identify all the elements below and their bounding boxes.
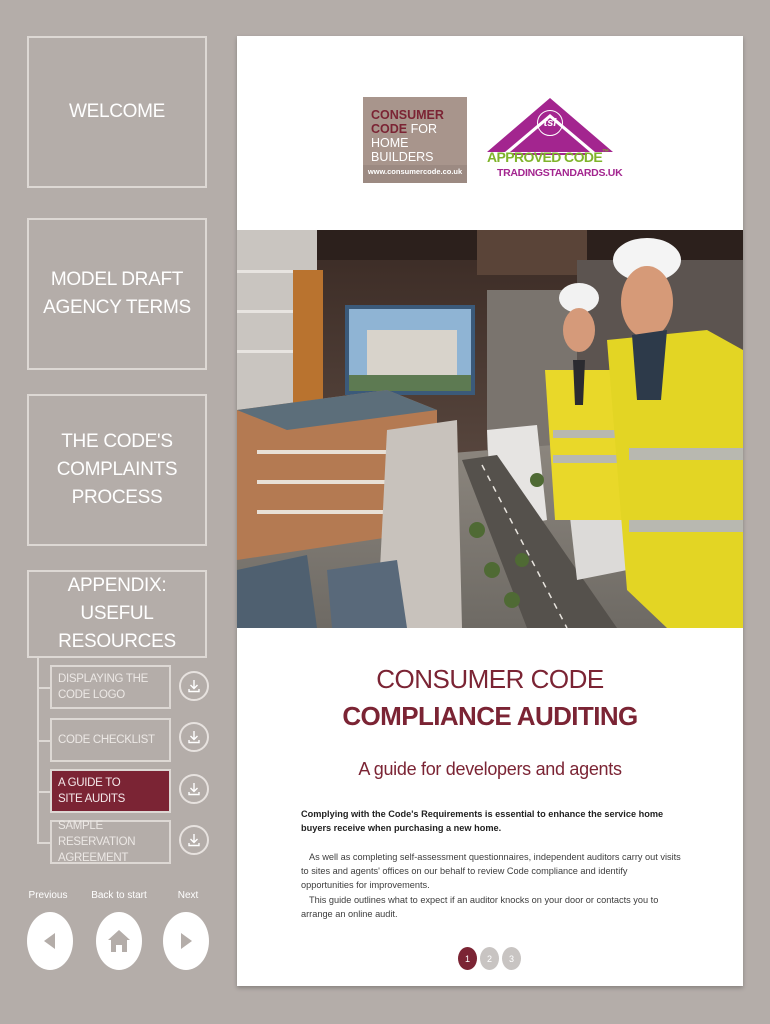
download-icon[interactable] <box>179 825 209 855</box>
tradingstandards-text: TRADINGSTANDARDS.UK <box>497 167 623 179</box>
subnav-sample-reservation-agreement[interactable]: SAMPLE RESERVATION AGREEMENT <box>50 820 171 864</box>
previous-button[interactable] <box>27 912 73 970</box>
site-model-photo <box>237 230 743 628</box>
subnav-code-checklist[interactable]: CODE CHECKLIST <box>50 718 171 762</box>
cchb-line3: HOME BUILDERS <box>371 136 434 164</box>
tree-connector <box>37 842 50 844</box>
nav-model-draft-agency-terms[interactable]: MODEL DRAFT AGENCY TERMS <box>27 218 207 370</box>
document-subtitle: A guide for developers and agents <box>358 759 622 779</box>
next-label: Next <box>177 890 199 901</box>
tsi-mark: tsi <box>537 110 563 136</box>
download-icon[interactable] <box>179 722 209 752</box>
download-arrow-icon <box>186 729 202 745</box>
previous-label: Previous <box>28 890 68 901</box>
document-page <box>237 36 743 986</box>
nav-complaints-process[interactable]: THE CODE'S COMPLAINTS PROCESS <box>27 394 207 546</box>
cchb-url: www.consumercode.co.uk <box>367 167 463 176</box>
page-dot-3[interactable]: 3 <box>502 947 521 970</box>
cchb-line2: CODE FOR <box>371 122 437 136</box>
arrow-right-icon <box>176 931 196 951</box>
document-title-line2: COMPLIANCE AUDITING <box>342 701 638 731</box>
body-paragraph-1: As well as completing self-assessment questionnaires, independent auditors carry out visits to sites and agents' offices on our behalf to review Code compliance and identify opportunities for improvements. <box>301 852 681 890</box>
nav-appendix-useful-resources[interactable]: APPENDIX: USEFUL RESOURCES <box>27 570 207 658</box>
consumer-code-logo <box>363 97 467 183</box>
tree-connector <box>37 687 50 689</box>
tree-connector <box>37 791 50 793</box>
tree-connector <box>37 658 39 843</box>
page-dot-2[interactable]: 2 <box>480 947 499 970</box>
nav-welcome[interactable]: WELCOME <box>27 36 207 188</box>
intro-paragraph: Complying with the Code's Requirements is essential to enhance the service home buyers receive when purchasing a new home. <box>301 809 664 833</box>
download-icon[interactable] <box>179 774 209 804</box>
download-icon[interactable] <box>179 671 209 701</box>
download-arrow-icon <box>186 781 202 797</box>
home-icon <box>105 927 133 955</box>
subnav-guide-to-site-audits[interactable]: A GUIDE TO SITE AUDITS <box>50 769 171 813</box>
tsi-approved-code-logo <box>485 96 623 188</box>
download-arrow-icon <box>186 832 202 848</box>
tree-connector <box>37 740 50 742</box>
arrow-left-icon <box>40 931 60 951</box>
cover-photo <box>237 230 743 628</box>
cchb-line1: CONSUMER <box>371 108 444 122</box>
back-to-start-label: Back to start <box>91 890 147 901</box>
download-arrow-icon <box>186 678 202 694</box>
body-paragraph-2: This guide outlines what to expect if an auditor knocks on your door or contacts you to arrange an online audit. <box>301 895 659 919</box>
page-dot-1[interactable]: 1 <box>458 947 477 970</box>
approved-code-text: APPROVED CODE™ <box>487 149 609 165</box>
document-title-line1: CONSUMER CODE <box>376 664 604 694</box>
back-to-start-button[interactable] <box>96 912 142 970</box>
subnav-displaying-code-logo[interactable]: DISPLAYING THE CODE LOGO <box>50 665 171 709</box>
next-button[interactable] <box>163 912 209 970</box>
